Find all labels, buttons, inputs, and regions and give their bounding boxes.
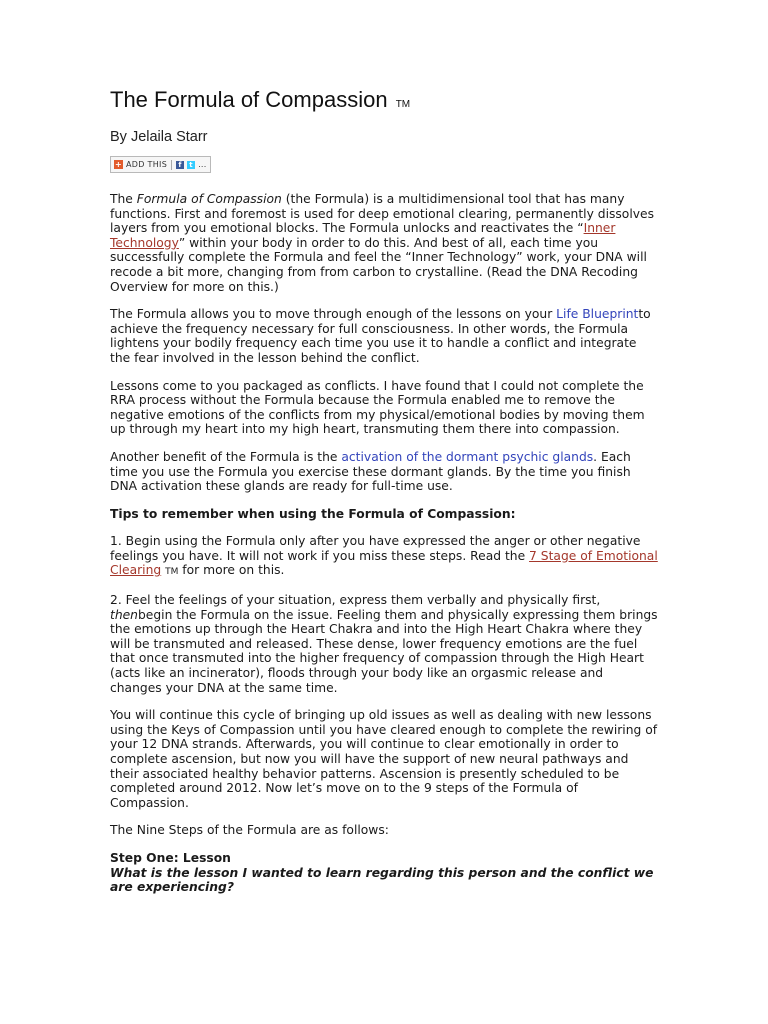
title-text: The Formula of Compassion bbox=[110, 87, 388, 112]
paragraph-blueprint: The Formula allows you to move through enough of the lessons on your Life Blueprintto achieve the frequency necessary for full consciousness. In other words, the Formula lightens your bodily frequency each time you use it to handle a conflict and integrate the fear involved in the lesson behind the conflict. bbox=[110, 307, 651, 365]
step-one-heading: Step One: Lesson bbox=[110, 850, 231, 865]
trademark-mark: TM bbox=[165, 567, 179, 578]
tip-two: 2. Feel the feelings of your situation, express them verbally and physically first, thenbegin the Formula on the issue. Feeling them and physically expressing them brings the emotions up through the Heart Chakra and into the High Heart Chakra where they will be transmuted and released. These dense, lower frequency emotions are the fuel that once transmuted into the higher frequency of compassion through the High Heart (acts like an incinerator), floods through your body like an orgasmic release and changes your DNA at the same time. bbox=[110, 593, 658, 695]
then-italic: then bbox=[110, 607, 138, 622]
tips-heading: Tips to remember when using the Formula of Compassion: bbox=[110, 506, 516, 521]
paragraph-intro: The Formula of Compassion (the Formula) is a multidimensional tool that has many functions. First and foremost is used for deep emotional clearing, permanently dissolves layers from you emotional blocks. The Formula unlocks and reactivates the “Inner Technology” within your body in order to do this. And best of all, each time you successfully complete the Formula and feel the “Inner Technology” work, your DNA will recode a bit more, changing from from carbon to crystalline. (Read the DNA Recoding Overview for more on this.) bbox=[110, 192, 654, 294]
add-this-share-button[interactable] bbox=[110, 156, 211, 173]
share-label: ADD THIS bbox=[126, 160, 168, 169]
paragraph-nine-steps: The Nine Steps of the Formula are as follows: bbox=[110, 823, 389, 838]
emotional-clearing-link[interactable]: 7 Stage of Emotional Clearing bbox=[110, 548, 658, 578]
page-title bbox=[110, 86, 658, 119]
inner-technology-link[interactable]: Inner Technology bbox=[110, 221, 616, 250]
paragraph-cycle: You will continue this cycle of bringing up old issues as well as dealing with new lessons using the Keys of Compassion until you have cleared enough to complete the rewiring of your 12 DNA strands. Afterwards, you will continue to clear emotionally in order to complete ascension, but now you will have the support of new neural pathways and their associated healthy behavior patterns. Ascension is presently scheduled to be completed around 2012. Now let’s move on to the 9 steps of the Formula of Compassion. bbox=[110, 708, 658, 810]
paragraph-lessons: Lessons come to you packaged as conflicts. I have found that I could not complete the RRA process without the Formula because the Formula enabled me to remove the negative emotions of the conflicts from my physical/emotional bodies by moving them up through my heart into my high heart, transmuting them there into compassion. bbox=[110, 378, 645, 437]
formula-italic: Formula of Compassion bbox=[136, 192, 282, 206]
trademark-mark: TM bbox=[395, 99, 411, 110]
more-icon[interactable]: ... bbox=[198, 160, 207, 169]
step-one-question: What is the lesson I wanted to learn regarding this person and the conflict we are experiencing? bbox=[110, 865, 654, 895]
tip-one: 1. Begin using the Formula only after you have expressed the anger or other negative feelings you have. It will not work if you miss these steps. Read the 7 Stage of Emotional Clearing TM for more on this. bbox=[110, 534, 658, 578]
facebook-icon[interactable]: f bbox=[176, 161, 184, 169]
psychic-glands-link[interactable]: activation of the dormant psychic glands bbox=[341, 449, 594, 464]
life-blueprint-link[interactable]: Life Blueprint bbox=[556, 307, 639, 322]
author-byline: By Jelaila Starr bbox=[110, 129, 208, 145]
plus-icon: + bbox=[114, 160, 122, 169]
paragraph-psychic-glands: Another benefit of the Formula is the activation of the dormant psychic glands. Each time you use the Formula you exercise these dormant glands. By the time you finish DNA activation these glands are ready for full-time use. bbox=[110, 449, 631, 494]
twitter-icon[interactable]: t bbox=[187, 161, 195, 169]
share-divider bbox=[171, 160, 172, 170]
article-body bbox=[110, 86, 658, 895]
